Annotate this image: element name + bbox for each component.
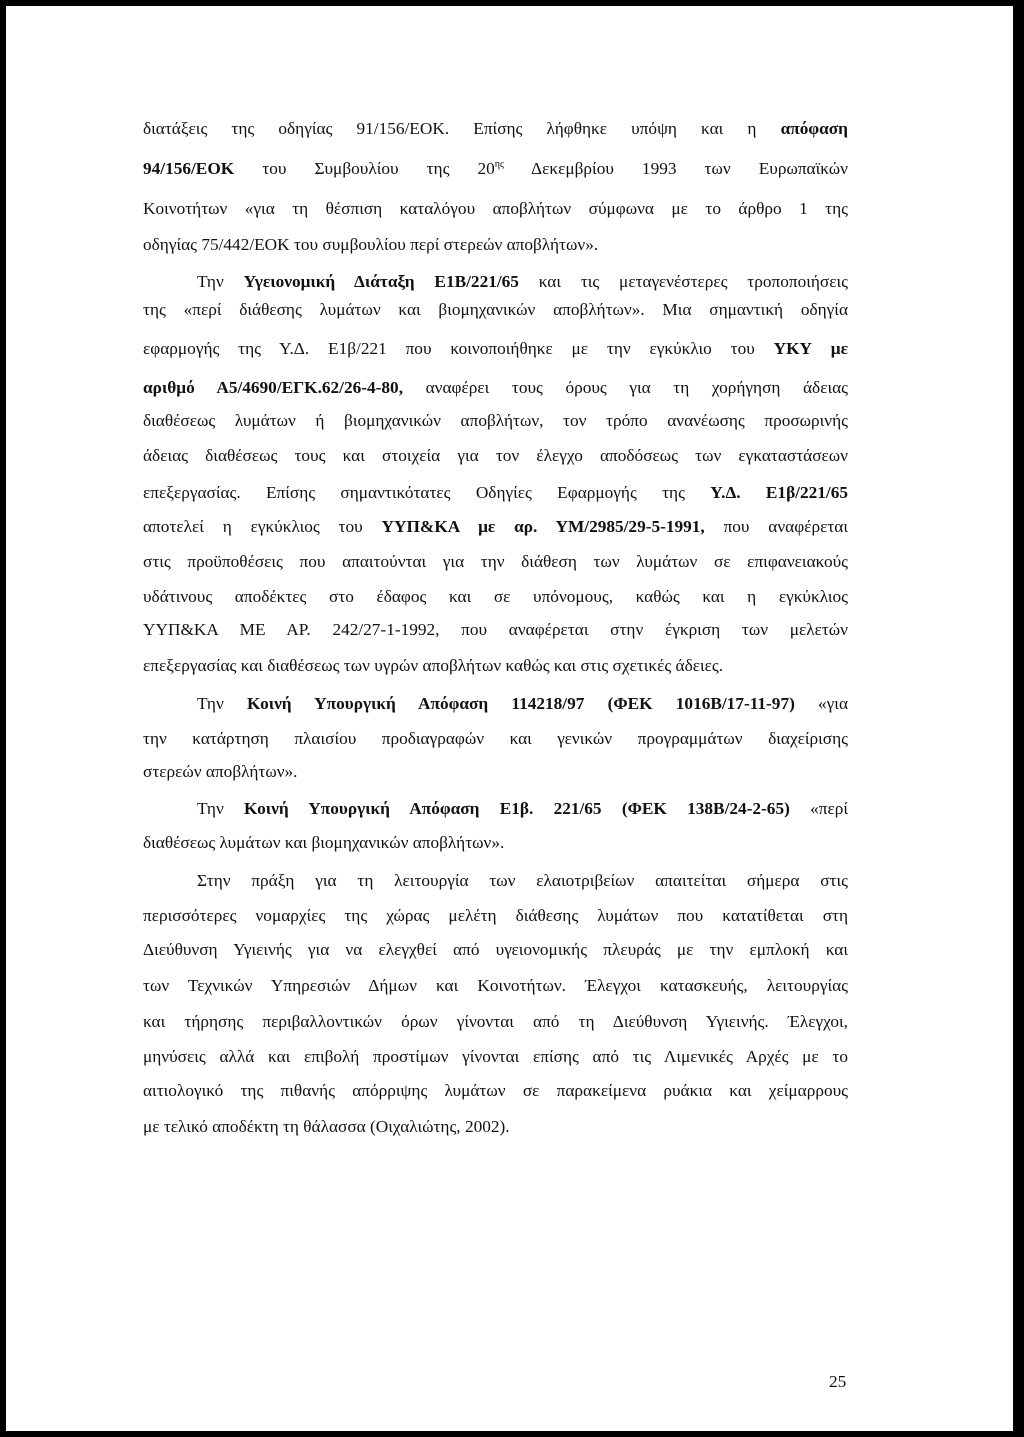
text-line: Την Υγειονομική Διάταξη Ε1Β/221/65 και τις μεταγενέστερες τροποποιήσεις bbox=[197, 272, 848, 291]
text-line: την κατάρτηση πλαισίου προδιαγραφών και γενικών προγραμμάτων διαχείρισης bbox=[143, 729, 848, 748]
text-line: υδάτινους αποδέκτες στο έδαφος και σε υπόνομους, καθώς και η εγκύκλιος bbox=[143, 587, 848, 606]
text-line: Την Κοινή Υπουργική Απόφαση 114218/97 (ΦΕΚ 1016Β/17-11-97) «για bbox=[197, 694, 848, 713]
text-line: της «περί διάθεσης λυμάτων και βιομηχανικών αποβλήτων». Μια σημαντική οδηγία bbox=[143, 300, 848, 319]
text-line: διαθέσεως λυμάτων και βιομηχανικών αποβλήτων». bbox=[143, 833, 505, 852]
text-line: περισσότερες νομαρχίες της χώρας μελέτη διάθεσης λυμάτων που κατατίθεται στη bbox=[143, 906, 848, 925]
text-line: με τελικό αποδέκτη τη θάλασσα (Οιχαλιώτης, 2002). bbox=[143, 1117, 510, 1136]
text-line: επεξεργασίας. Επίσης σημαντικότατες Οδηγίες Εφαρμογής της Υ.Δ. Ε1β/221/65 bbox=[143, 483, 848, 502]
text-line: αριθμό Α5/4690/ΕΓΚ.62/26-4-80, αναφέρει τους όρους για τη χορήγηση άδειας bbox=[143, 378, 849, 397]
text-line: Κοινοτήτων «για τη θέσπιση καταλόγου αποβλήτων σύμφωνα με το άρθρο 1 της bbox=[143, 199, 848, 218]
text-line: Στην πράξη για τη λειτουργία των ελαιοτριβείων απαιτείται σήμερα στις bbox=[197, 871, 848, 890]
text-line: 94/156/ΕΟΚ του Συμβουλίου της $20^{\eta\varsigma}$ Δεκεμβρίου 1993 των Ευρωπαϊκών bbox=[143, 159, 848, 178]
text-line: των Τεχνικών Υπηρεσιών Δήμων και Κοινοτήτων. Έλεγχοι κατασκευής, λειτουργίας bbox=[143, 976, 848, 995]
text-line: εφαρμογής της Υ.Δ. Ε1β/221 που κοινοποιήθηκε με την εγκύκλιο του ΥΚΥ με bbox=[143, 339, 848, 358]
text-line: και τήρησης περιβαλλοντικών όρων γίνονται από τη Διεύθυνση Υγιεινής. Έλεγχοι, bbox=[143, 1012, 848, 1031]
text-line: ΥΥΠ&ΚΑ ΜΕ ΑΡ. 242/27-1-1992, που αναφέρεται στην έγκριση των μελετών bbox=[143, 620, 848, 639]
page-number: 25 bbox=[829, 1372, 847, 1391]
document-sheet bbox=[6, 6, 1013, 1431]
text-line: Την Κοινή Υπουργική Απόφαση Ε1β. 221/65 (ΦΕΚ 138Β/24-2-65) «περί bbox=[197, 799, 849, 818]
text-line: διαθέσεως λυμάτων ή βιομηχανικών αποβλήτων, τον τρόπο ανανέωσης προσωρινής bbox=[143, 411, 848, 430]
text-line: στις προϋποθέσεις που απαιτούνται για την διάθεση των λυμάτων σε επιφανειακούς bbox=[143, 552, 848, 571]
text-line: αποτελεί η εγκύκλιος του ΥΥΠ&ΚΑ με αρ. ΥΜ/2985/29-5-1991, που αναφέρεται bbox=[143, 517, 848, 536]
text-line: μηνύσεις αλλά και επιβολή προστίμων γίνονται επίσης από τις Λιμενικές Αρχές με το bbox=[143, 1047, 848, 1066]
text-line: άδειας διαθέσεως τους και στοιχεία για τον έλεγχο αποδόσεως των εγκαταστάσεων bbox=[143, 446, 848, 465]
text-line: επεξεργασίας και διαθέσεως των υγρών αποβλήτων καθώς και στις σχετικές άδειες. bbox=[143, 656, 724, 675]
text-line: οδηγίας 75/442/ΕΟΚ του συμβουλίου περί στερεών αποβλήτων». bbox=[143, 235, 599, 254]
text-line: αιτιολογικό της πιθανής απόρριψης λυμάτων σε παρακείμενα ρυάκια και χείμαρρους bbox=[143, 1081, 848, 1100]
text-line: στερεών αποβλήτων». bbox=[143, 762, 298, 781]
text-line: διατάξεις της οδηγίας 91/156/ΕΟΚ. Επίσης λήφθηκε υπόψη και η απόφαση bbox=[143, 119, 848, 138]
text-line: Διεύθυνση Υγιεινής για να ελεγχθεί από υγειονομικής πλευράς με την εμπλοκή και bbox=[143, 940, 848, 959]
